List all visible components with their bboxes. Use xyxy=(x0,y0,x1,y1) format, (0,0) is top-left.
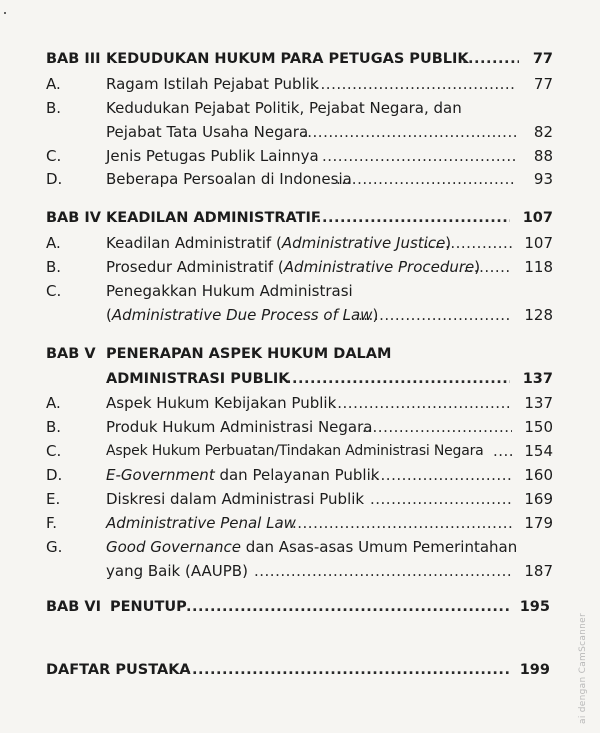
entry-title: Produk Hukum Administrasi Negara xyxy=(106,418,373,436)
toc-entry xyxy=(0,414,600,440)
toc-entry-continued xyxy=(0,119,600,145)
chapter-title: KEADILAN ADMINISTRATIF xyxy=(106,210,321,226)
toc-chapter-heading xyxy=(0,594,600,620)
toc-chapter-heading xyxy=(0,341,600,367)
entry-page: 93 xyxy=(533,170,553,188)
entry-label: C. xyxy=(46,147,62,165)
entry-page: 118 xyxy=(524,258,553,276)
chapter-title: KEDUDUKAN HUKUM PARA PETUGAS PUBLIK xyxy=(106,51,469,67)
bibliography-title: DAFTAR PUSTAKA xyxy=(46,662,191,678)
entry-page: 154 xyxy=(524,442,553,460)
entry-title-continued: yang Baik (AAUPB) xyxy=(106,562,248,580)
scanner-watermark: ai dengan CamScanner xyxy=(578,612,588,724)
leader-dots xyxy=(370,486,512,512)
toc-entry xyxy=(0,438,600,464)
toc-entry xyxy=(0,254,600,280)
entry-page: 187 xyxy=(524,562,553,580)
entry-label: D. xyxy=(46,466,63,484)
entry-label: E. xyxy=(46,490,61,508)
leader-dots xyxy=(292,510,512,536)
entry-title: Prosedur Administratif (Administrative Procedure) xyxy=(106,258,481,276)
entry-label: B. xyxy=(46,99,62,117)
toc-entry xyxy=(0,462,600,488)
entry-page: 160 xyxy=(524,466,553,484)
leader-dots xyxy=(310,71,516,97)
entry-title: Beberapa Persoalan di Indonesia xyxy=(106,170,352,188)
entry-page: 169 xyxy=(524,490,553,508)
chapter-label: BAB III xyxy=(46,51,101,67)
entry-label: A. xyxy=(46,234,61,252)
leader-dots xyxy=(286,366,510,392)
leader-dots xyxy=(362,414,512,440)
chapter-title: PENUTUP xyxy=(110,599,187,615)
entry-label: B. xyxy=(46,418,62,436)
entry-title: Good Governance dan Asas-asas Umum Pemerintahan xyxy=(106,538,518,556)
chapter-page: 77 xyxy=(532,51,553,67)
speck xyxy=(4,12,6,14)
leader-dots xyxy=(332,390,512,416)
entry-page: 128 xyxy=(524,306,553,324)
entry-title: Keadilan Administratif (Administrative Justice) xyxy=(106,234,452,252)
entry-label: G. xyxy=(46,538,63,556)
toc-chapter-heading xyxy=(0,46,600,72)
toc-entry xyxy=(0,166,600,192)
entry-page: 77 xyxy=(533,75,553,93)
chapter-page: 137 xyxy=(522,371,553,387)
entry-page: 107 xyxy=(524,234,553,252)
toc-chapter-heading xyxy=(0,205,600,231)
chapter-title: PENERAPAN ASPEK HUKUM DALAM xyxy=(106,346,392,362)
toc-entry xyxy=(0,510,600,536)
entry-label: A. xyxy=(46,75,61,93)
toc-entry xyxy=(0,534,600,560)
entry-label: B. xyxy=(46,258,62,276)
toc-entry xyxy=(0,390,600,416)
entry-title: Administrative Penal Law xyxy=(106,514,296,532)
entry-page: 179 xyxy=(524,514,553,532)
entry-title: Jenis Petugas Publik Lainnya xyxy=(106,147,319,165)
toc-entry xyxy=(0,486,600,512)
entry-label: A. xyxy=(46,394,61,412)
toc-entry xyxy=(0,230,600,256)
chapter-page: 195 xyxy=(519,599,550,615)
entry-title: Aspek Hukum Perbuatan/Tindakan Administrasi Negara xyxy=(106,443,484,459)
toc-chapter-heading-continued xyxy=(0,366,600,392)
chapter-label: BAB VI xyxy=(46,599,101,615)
entry-title: Diskresi dalam Administrasi Publik xyxy=(106,490,365,508)
leader-dots xyxy=(186,657,510,683)
entry-page: 82 xyxy=(533,123,553,141)
leader-dots xyxy=(254,558,512,584)
leader-dots xyxy=(358,302,512,328)
entry-title-continued: (Administrative Due Process of Law) xyxy=(106,306,379,324)
entry-label: D. xyxy=(46,170,63,188)
entry-title-continued: Pejabat Tata Usaha Negara xyxy=(106,123,309,141)
leader-dots xyxy=(336,166,516,192)
toc-entry xyxy=(0,95,600,121)
entry-label: F. xyxy=(46,514,57,532)
leader-dots xyxy=(424,230,512,256)
entry-title: Ragam Istilah Pejabat Publik xyxy=(106,75,319,93)
leader-dots xyxy=(302,119,516,145)
toc-entry xyxy=(0,278,600,304)
entry-title: Aspek Hukum Kebijakan Publik xyxy=(106,394,337,412)
chapter-label: BAB V xyxy=(46,346,96,362)
leader-dots xyxy=(370,462,512,488)
toc-entry-continued xyxy=(0,302,600,328)
leader-dots xyxy=(316,205,510,231)
leader-dots xyxy=(186,594,510,620)
entry-page: 150 xyxy=(524,418,553,436)
chapter-page: 107 xyxy=(522,210,553,226)
bibliography-page: 199 xyxy=(519,662,550,678)
entry-label: C. xyxy=(46,282,62,300)
toc-entry-continued xyxy=(0,558,600,584)
entry-label: C. xyxy=(46,442,62,460)
entry-title: Penegakkan Hukum Administrasi xyxy=(106,282,353,300)
entry-title: E-Government dan Pelayanan Publik xyxy=(106,466,380,484)
chapter-title-continued: ADMINISTRASI PUBLIK xyxy=(106,371,290,387)
entry-page: 137 xyxy=(524,394,553,412)
entry-title: Kedudukan Pejabat Politik, Pejabat Negara, dan xyxy=(106,99,462,117)
chapter-label: BAB IV xyxy=(46,210,101,226)
toc-bibliography xyxy=(0,657,600,683)
toc-entry xyxy=(0,71,600,97)
entry-page: 88 xyxy=(533,147,553,165)
